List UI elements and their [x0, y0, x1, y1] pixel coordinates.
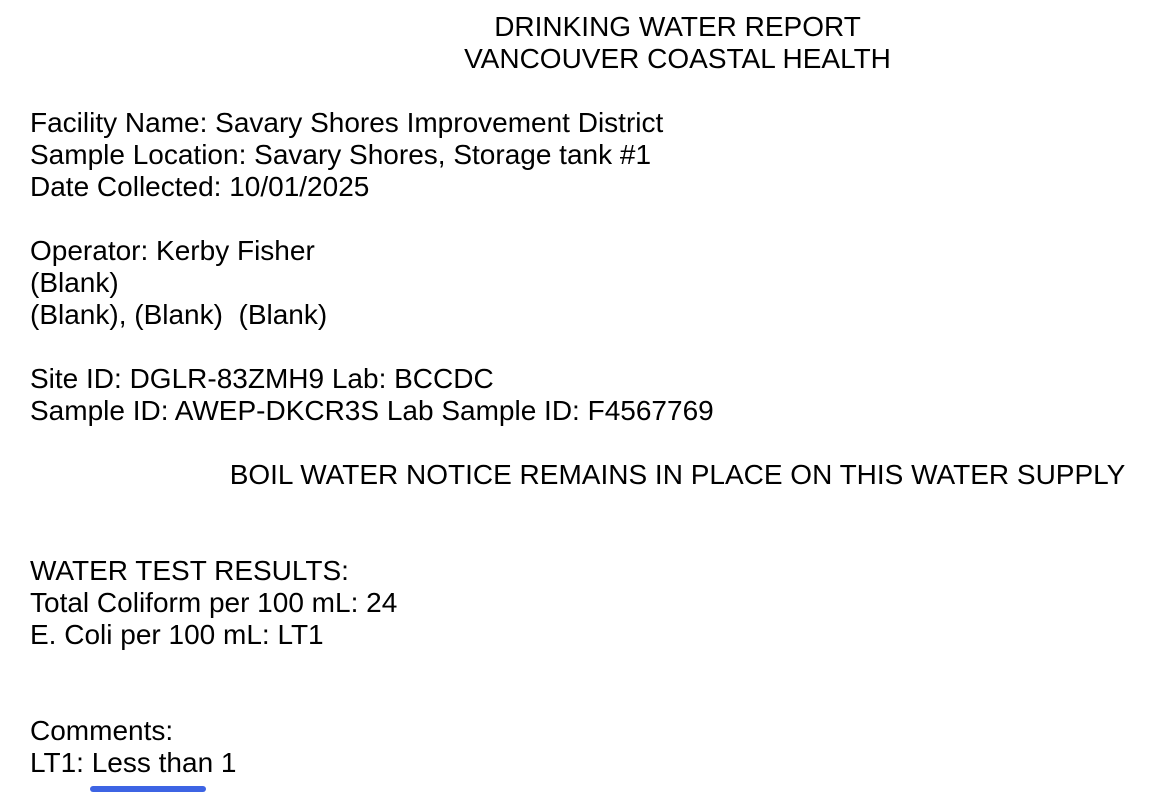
blank-line	[0, 523, 1160, 555]
blank-line	[0, 491, 1160, 523]
drinking-water-report-document	[0, 11, 1160, 779]
report-title: DRINKING WATER REPORT	[494, 11, 861, 42]
facility-name-line: Facility Name: Savary Shores Improvement District	[30, 107, 664, 138]
comment-lt1-line: LT1: Less than 1	[30, 747, 237, 778]
sample-id-lab-line: Sample ID: AWEP-DKCR3S Lab Sample ID: F4567769	[30, 395, 714, 426]
date-collected-line: Date Collected: 10/01/2025	[30, 171, 370, 202]
e-coli-line: E. Coli per 100 mL: LT1	[30, 619, 324, 650]
sample-location-line: Sample Location: Savary Shores, Storage tank #1	[30, 139, 652, 170]
blank-line	[0, 683, 1160, 715]
blank-line	[0, 331, 1160, 363]
report-subtitle: VANCOUVER COASTAL HEALTH	[464, 43, 891, 74]
operator-line: Operator: Kerby Fisher	[30, 235, 315, 266]
blank-line	[0, 427, 1160, 459]
site-id-lab-line: Site ID: DGLR-83ZMH9 Lab: BCCDC	[30, 363, 494, 394]
blank-line	[0, 651, 1160, 683]
operator-blank-line-2: (Blank), (Blank) (Blank)	[30, 299, 328, 330]
operator-blank-line-1: (Blank)	[30, 267, 119, 298]
bottom-accent-bar	[90, 786, 206, 792]
blank-line	[0, 203, 1160, 235]
boil-water-notice-line: BOIL WATER NOTICE REMAINS IN PLACE ON THIS WATER SUPPLY	[229, 459, 1126, 490]
blank-line	[0, 75, 1160, 107]
total-coliform-line: Total Coliform per 100 mL: 24	[30, 587, 398, 618]
water-test-results-heading: WATER TEST RESULTS:	[30, 555, 349, 586]
comments-heading: Comments:	[30, 715, 174, 746]
